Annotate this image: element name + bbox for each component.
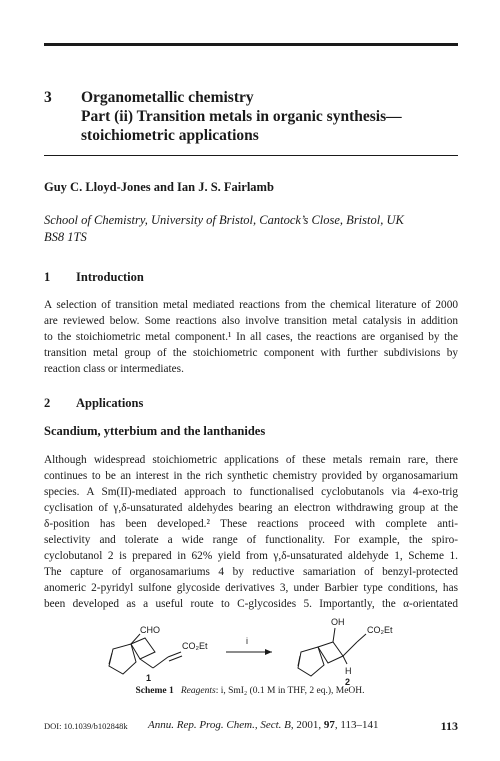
- scheme-caption-reagents-word: Reagents: [180, 686, 216, 696]
- subsection-heading: Scandium, ytterbium and the lanthanides: [44, 424, 266, 438]
- text-line: cyclobutanol 2 is prepared in 62% yield from γ,δ-unsaturated aldehyde 1, Scheme 1.: [44, 550, 458, 562]
- text-line: reaction class or intermediates.: [44, 363, 184, 375]
- title-rule: [44, 155, 458, 156]
- reactant-number-label: 1: [146, 673, 152, 683]
- section-number: 1: [44, 270, 51, 284]
- product-oh-label: OH: [331, 617, 345, 627]
- text-line: cyclisation of γ,δ-unsaturated aldehydes bearing an electron withdrawing group at the: [44, 502, 458, 514]
- text-line: transition metal group of the stoichiometric component with further subdivisions by: [44, 347, 458, 359]
- page-number: 113: [440, 719, 458, 733]
- text-line: continues to be an interest in the rich synthetic chemistry provided by organosamarium: [44, 470, 458, 482]
- journal-pages: 113–141: [340, 719, 379, 731]
- reaction-arrowhead: [265, 649, 272, 655]
- journal-citation: Annu. Rep. Prog. Chem., Sect. B, 2001, 97, 113–141: [148, 719, 379, 731]
- page-footer: [44, 719, 458, 735]
- product-number-label: 2: [345, 677, 351, 686]
- text-line: selectivity and tolerate a wide range of functionality. For example, the spiro-: [44, 534, 458, 546]
- text-line: The capture of organosamariums 4 by reductive samariation of benzyl-protected: [44, 566, 458, 578]
- chapter-title-line: Organometallic chemistry: [81, 89, 254, 106]
- affiliation-line: School of Chemistry, University of Bristol, Cantock’s Close, Bristol, UK: [44, 213, 404, 227]
- doi-text: DOI: 10.1039/b102848k: [44, 721, 128, 731]
- text-line: to the stoichiometric metal component.¹ In all cases, the reactions are organised by the: [44, 331, 458, 343]
- scheme-1-diagram: [0, 606, 500, 686]
- product-h-label: H: [345, 666, 352, 676]
- reactant-ester-label: CO₂Et: [182, 641, 208, 651]
- chapter-title-line: Part (ii) Transition metals in organic synthesis—: [81, 108, 402, 125]
- section-title: Applications: [76, 396, 144, 410]
- journal-volume: 97: [323, 719, 335, 731]
- body-paragraph: [44, 452, 458, 612]
- intro-paragraph: [44, 297, 458, 377]
- text-line: are reviewed below. Some reactions also involve transition metal catalysis in addition: [44, 315, 458, 327]
- reactant-cho-label: CHO: [140, 625, 160, 635]
- text-line: Although widespread stoichiometric applications of these metals remain rare, there: [44, 454, 458, 466]
- text-line: A selection of transition metal mediated reactions from the chemical literature of 2000: [44, 299, 458, 311]
- product-ester-label: CO₂Et: [367, 625, 393, 635]
- scheme-caption-text: : i, SmI₂ (0.1 M in THF, 2 eq.), MeOH.: [215, 686, 365, 696]
- chapter-number: 3: [44, 89, 52, 106]
- text-line: species. A Sm(II)-mediated approach to functionalised cyclobutanols via 4-exo-trig: [44, 486, 458, 498]
- reactant-structure: [109, 634, 182, 674]
- authors: Guy C. Lloyd-Jones and Ian J. S. Fairlamb: [44, 180, 274, 194]
- reagent-arrow-label: i: [246, 636, 248, 646]
- top-rule: [44, 43, 458, 46]
- scheme-caption-label: Scheme 1: [135, 686, 174, 696]
- scheme-caption: [0, 686, 500, 696]
- text-line: been developed as a useful route to C-glycosides 5. Importantly, the α-orientated: [44, 598, 458, 610]
- text-line: anomeric 2-pyridyl sulfone glycoside derivatives 3, under Barbier type conditions, has: [44, 582, 458, 594]
- journal-name: Annu. Rep. Prog. Chem., Sect. B: [148, 719, 291, 731]
- chapter-title-line: stoichiometric applications: [81, 127, 259, 144]
- journal-year: 2001: [296, 719, 319, 731]
- text-line: δ-position has been developed.² These reactions proceed with complete anti-: [44, 518, 458, 530]
- affiliation-line: BS8 1TS: [44, 230, 87, 244]
- section-title: Introduction: [76, 270, 144, 284]
- affiliation: [44, 212, 458, 246]
- section-number: 2: [44, 396, 51, 410]
- product-structure: [298, 628, 366, 676]
